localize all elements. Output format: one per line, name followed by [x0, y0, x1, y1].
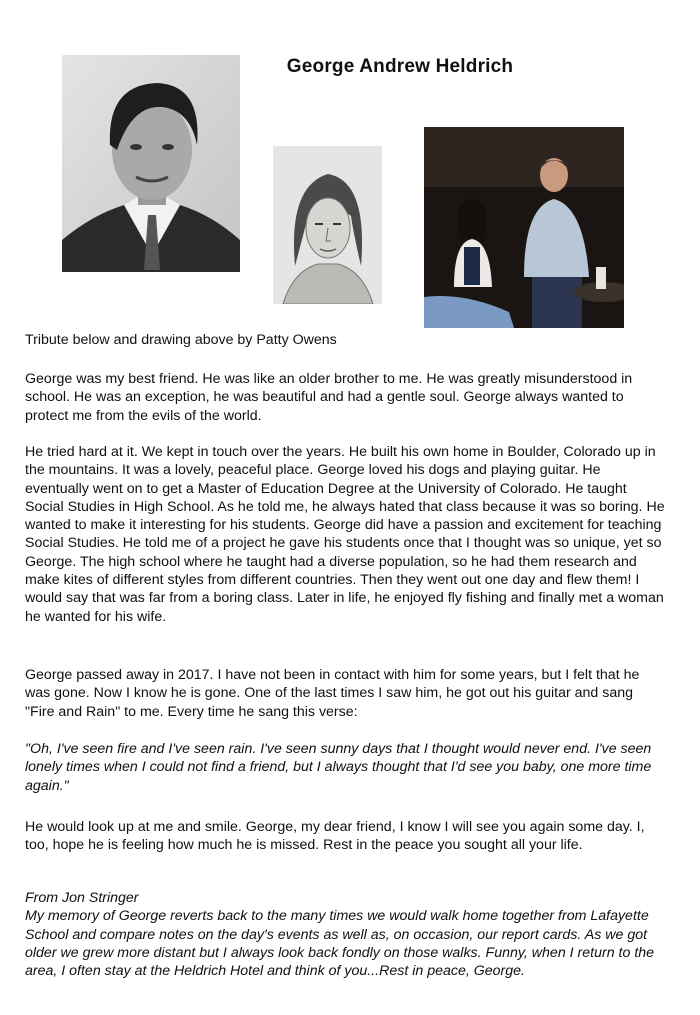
yearbook-photo	[62, 55, 240, 272]
portrait-photo-icon	[62, 55, 240, 272]
stringer-memory: My memory of George reverts back to the many times we would walk home together from Lafayette School and compare notes on the day's events as well as, on occasion, our report cards. As we got older we grew more distant but I always look back fondly on those walks. Funny, when I return to the area, I often stay at the Heldrich Hotel and think of you...Rest in peace, George.	[25, 908, 655, 980]
restaurant-photo	[424, 127, 624, 328]
tribute-paragraph-4: He would look up at me and smile. George, my dear friend, I know I will see you again some day. I, too, hope he is feeling how much he is missed. Rest in the peace you sought all your life.	[25, 819, 645, 854]
pencil-drawing	[273, 146, 382, 304]
stringer-from: From Jon Stringer	[25, 890, 139, 906]
stringer-tribute	[25, 889, 665, 980]
tribute-paragraph-3: George passed away in 2017. I have not been in contact with him for some years, but I felt that he was gone. Now I know he is gone. One of the last times I saw him, he got out his guitar and sang "Fire and Rain" to me. Every time he sang this verse:	[25, 667, 640, 720]
restaurant-photo-icon	[424, 127, 624, 328]
tribute-credit: Tribute below and drawing above by Patty Owens	[25, 332, 337, 348]
tribute-paragraph-1: George was my best friend. He was like an older brother to me. He was greatly misunderstood in school. He was an exception, he was beautiful and had a gentle soul. George always wanted to protect me from the evils of the world.	[25, 371, 633, 424]
pencil-drawing-icon	[273, 146, 382, 304]
page-title: George Andrew Heldrich	[286, 56, 514, 77]
song-quote: "Oh, I've seen fire and I've seen rain. I've seen sunny days that I thought would never end. I've seen lonely times when I could not find a friend, but I always thought that I'd see you baby, one more time again."	[25, 741, 652, 794]
tribute-paragraph-2: He tried hard at it. We kept in touch over the years. He built his own home in Boulder, Colorado up in the mountains. It was a lovely, peaceful place. George loved his dogs and playing guitar. He eventually went on to get a Master of Education Degree at the University of Colorado. He taught Social Studies in High School. As he told me, he always hated that class because it was so boring. He wanted to make it interesting for his students. George did have a passion and excitement for teaching Social Studies. He told me of a project he gave his students once that I thought was so unique, yet so George. The high school where he taught had a diverse population, so he had them research and make kites of different styles from different countries. Then they went out one day and flew them! I would say that was far from a boring class. Later in life, he enjoyed fly fishing and finally met a woman he wanted for his wife.	[25, 444, 665, 625]
